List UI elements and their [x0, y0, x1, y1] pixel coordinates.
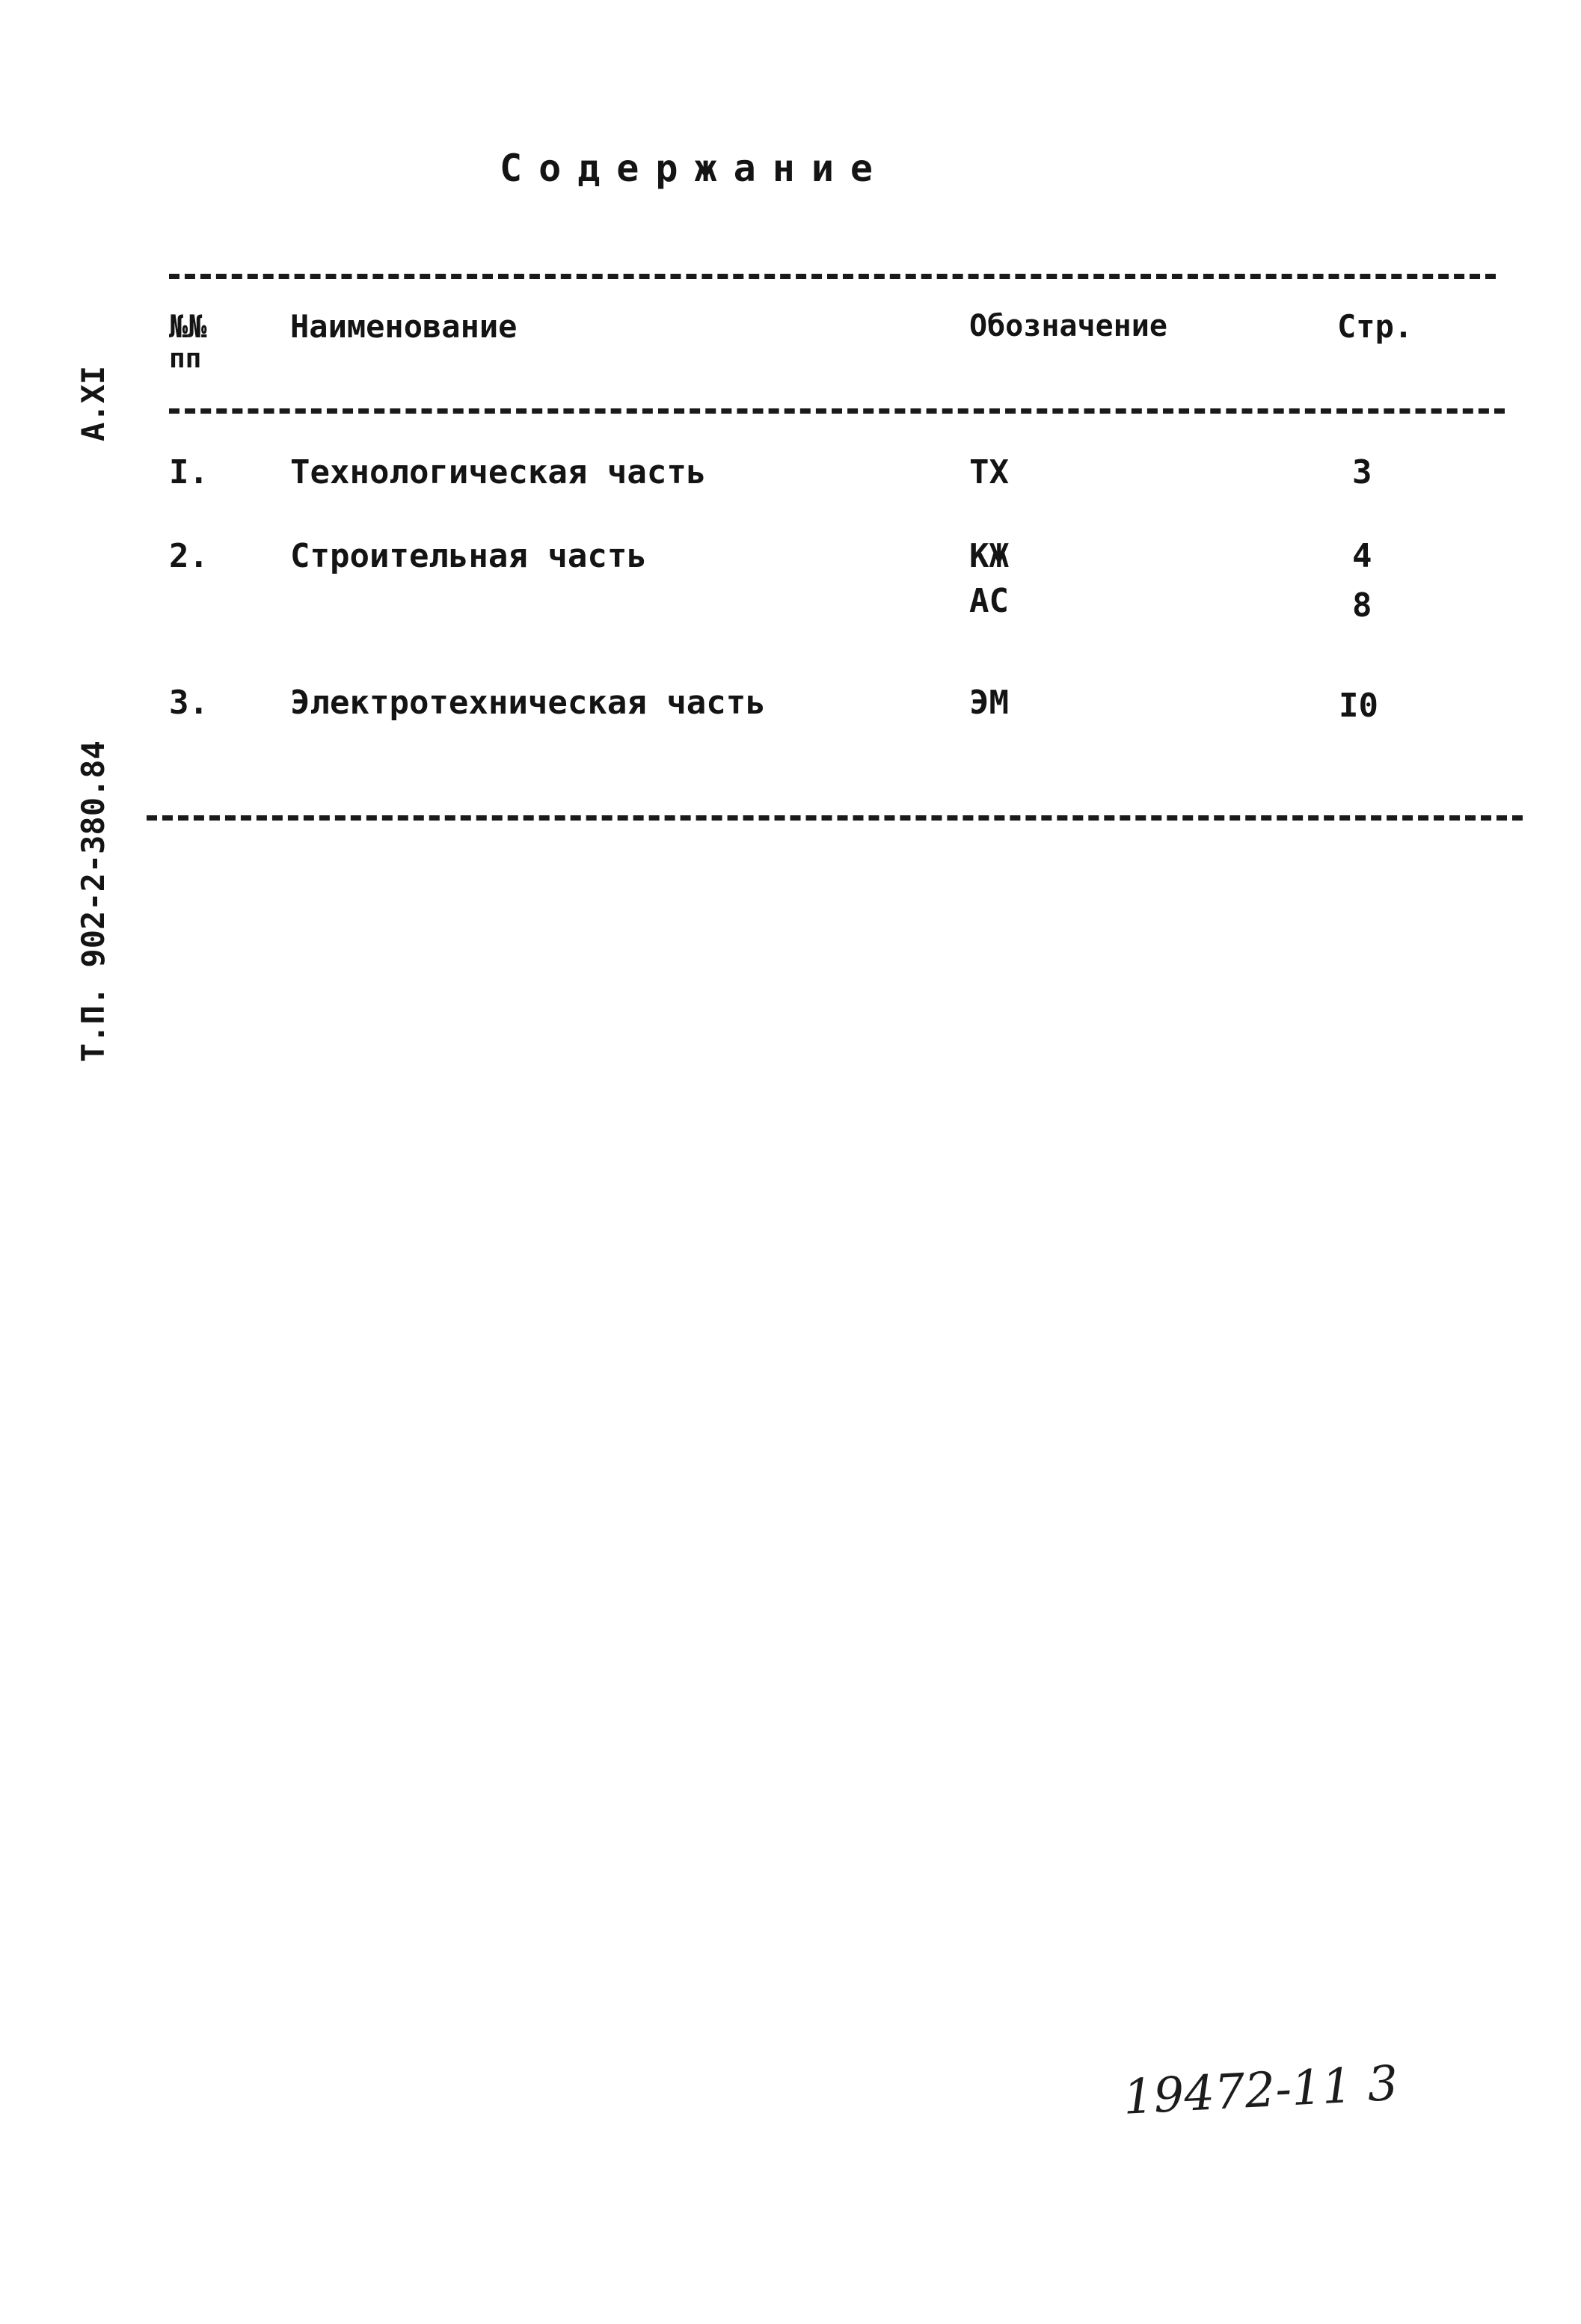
- project-code: Т.П. 902-2-380.84: [75, 741, 111, 1062]
- row-3-number: 3.: [169, 684, 209, 722]
- row-1-number: I.: [169, 453, 209, 491]
- table-top-rule: [169, 274, 1496, 279]
- table-bottom-rule: [147, 815, 1523, 821]
- handwritten-archive-number: 19472-11 3: [1122, 2055, 1400, 2126]
- header-number-top: №№: [169, 308, 207, 345]
- row-3-designation: ЭМ: [969, 684, 1009, 722]
- album-code: А.XI: [75, 365, 111, 441]
- row-2-designation-2: АС: [969, 582, 1009, 620]
- header-name: Наименование: [290, 308, 518, 345]
- row-1-name: Технологическая часть: [290, 453, 707, 491]
- row-2-designation-1: КЖ: [969, 537, 1009, 575]
- page-title: Содержание: [500, 147, 890, 190]
- header-bottom-rule: [169, 408, 1505, 414]
- row-2-page-2: 8: [1352, 586, 1372, 625]
- header-number-bottom: пп: [169, 343, 202, 374]
- row-2-number: 2.: [169, 537, 209, 575]
- row-3-name: Электротехническая часть: [290, 684, 766, 722]
- row-2-name: Строительная часть: [290, 537, 647, 575]
- row-1-page: 3: [1352, 453, 1372, 491]
- row-3-page: I0: [1339, 687, 1378, 725]
- row-2-page-1: 4: [1352, 537, 1372, 575]
- header-designation: Обозначение: [969, 309, 1167, 343]
- header-page: Стр.: [1337, 308, 1413, 345]
- row-1-designation: ТХ: [969, 453, 1009, 491]
